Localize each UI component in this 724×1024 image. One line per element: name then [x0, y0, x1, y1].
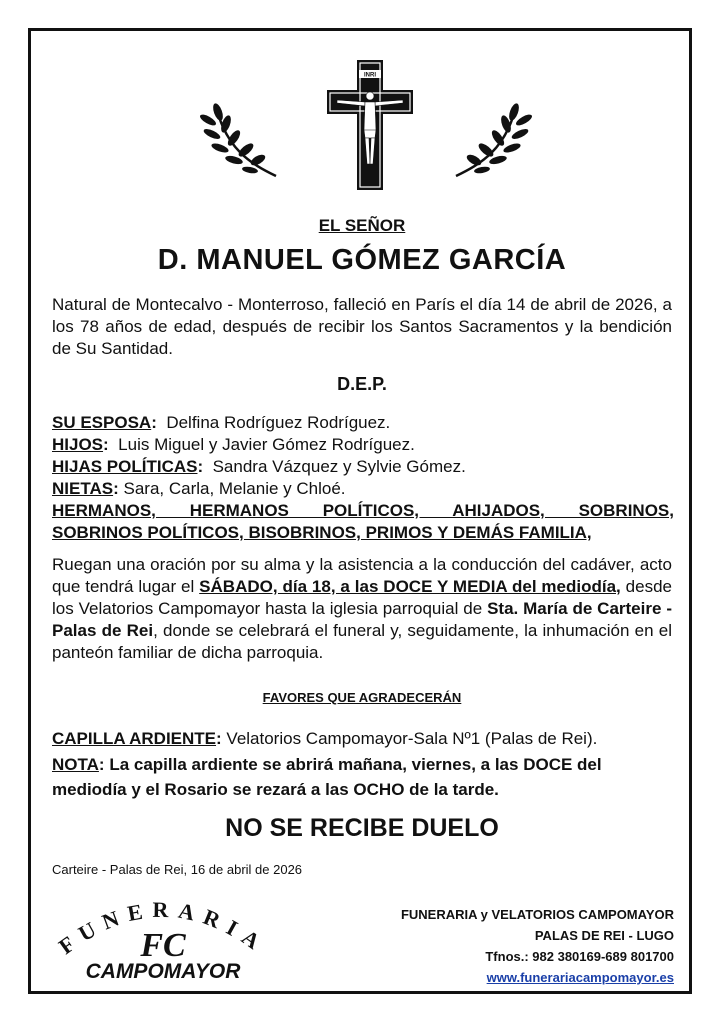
- laurel-right-icon: [446, 94, 536, 184]
- no-duelo-notice: NO SE RECIBE DUELO: [225, 814, 499, 842]
- logo-monogram: FC: [140, 927, 186, 964]
- ceremony-text-2: desde los Velatorios Campomayor hasta la iglesia parroquial de: [52, 577, 672, 618]
- inri-plaque: INRI: [364, 72, 376, 79]
- hijas-politicas-value: Sandra Vázquez y Sylvie Gómez.: [212, 457, 466, 476]
- nota-label: NOTA: [52, 755, 99, 774]
- church-name: Sta. María de Carteire - Palas de Rei: [52, 599, 672, 640]
- deceased-name: D. MANUEL GÓMEZ GARCÍA: [157, 244, 567, 276]
- capilla-line: CAPILLA ARDIENTE: Velatorios Campomayor-Sala Nº1 (Palas de Rei).: [52, 729, 598, 748]
- logo-name: CAMPOMAYOR: [85, 960, 241, 983]
- hijos-label: HIJOS: [52, 435, 104, 454]
- nota-value: La capilla ardiente se abrirá mañana, viernes, a las DOCE del mediodía y el Rosario se rezará a las OCHO de la tarde.: [52, 755, 602, 799]
- hijos-value: Luis Miguel y Javier Gómez Rodríguez.: [118, 435, 415, 454]
- ceremony-paragraph: [52, 554, 672, 664]
- contact-website-link[interactable]: www.funerariacampomayor.es: [486, 970, 674, 985]
- date-line: Carteire - Palas de Rei, 16 de abril de 2026: [52, 862, 303, 877]
- hijas-politicas-line: HIJAS POLÍTICAS: Sandra Vázquez y Sylvie Gómez.: [52, 457, 466, 476]
- crucifix-icon: [325, 58, 415, 192]
- capilla-value: Velatorios Campomayor-Sala Nº1 (Palas de Rei).: [226, 729, 598, 748]
- dep-heading: D.E.P.: [337, 374, 387, 394]
- other-relatives-line-1: HERMANOS, HERMANOS POLÍTICOS, AHIJADOS, SOBRINOS,: [52, 501, 674, 520]
- ceremony-text-3: , donde se celebrará el funeral y, seguidamente, la inhumación en el panteón familiar de dicha parroquia.: [52, 621, 672, 662]
- favores-line: FAVORES QUE AGRADECERÁN: [262, 690, 462, 705]
- nietas-line: NIETAS: Sara, Carla, Melanie y Chloé.: [52, 479, 346, 498]
- family-list: [52, 412, 674, 544]
- esposa-value: Delfina Rodríguez Rodríguez.: [166, 413, 391, 432]
- nietas-value: Sara, Carla, Melanie y Chloé.: [123, 479, 346, 498]
- capilla-label: CAPILLA ARDIENTE: [52, 729, 217, 748]
- contact-phones: Tfnos.: 982 380169-689 801700: [485, 949, 674, 964]
- intro-paragraph: Natural de Montecalvo - Monterroso, falleció en París el día 14 de abril de 2026, a los 78 años de edad, después de recibir los Santos Sacramentos y la bendición de Su Santidad.: [52, 295, 672, 358]
- funeraria-logo: [48, 890, 278, 985]
- laurel-left-icon: [196, 94, 286, 184]
- hijas-politicas-label: HIJAS POLÍTICAS: [52, 457, 198, 476]
- nota-paragraph: NOTA: La capilla ardiente se abrirá mañana, viernes, a las DOCE del mediodía y el Rosario se rezará a las OCHO de la tarde.: [52, 755, 602, 799]
- contact-location: PALAS DE REI - LUGO: [534, 928, 674, 943]
- logo-arc-text: FUNERARIA: [54, 896, 272, 960]
- esposa-label: SU ESPOSA: [52, 413, 152, 432]
- nietas-label: NIETAS: [52, 479, 114, 498]
- title-small: EL SEÑOR: [318, 216, 406, 235]
- other-relatives-line-2: SOBRINOS POLÍTICOS, BISOBRINOS, PRIMOS Y DEMÁS FAMILIA,: [52, 523, 592, 542]
- contact-company: FUNERARIA y VELATORIOS CAMPOMAYOR: [400, 907, 674, 922]
- esposa-line: SU ESPOSA: Delfina Rodríguez Rodríguez.: [52, 413, 391, 432]
- hijos-line: HIJOS: Luis Miguel y Javier Gómez Rodríguez.: [52, 435, 415, 454]
- contact-block: [401, 904, 674, 988]
- ceremony-text-1: Ruegan una oración por su alma y la asistencia a la conducción del cadáver, acto que tendrá lugar el: [52, 555, 672, 596]
- ceremony-time: SÁBADO, día 18, a las DOCE Y MEDIA del mediodía,: [199, 577, 621, 596]
